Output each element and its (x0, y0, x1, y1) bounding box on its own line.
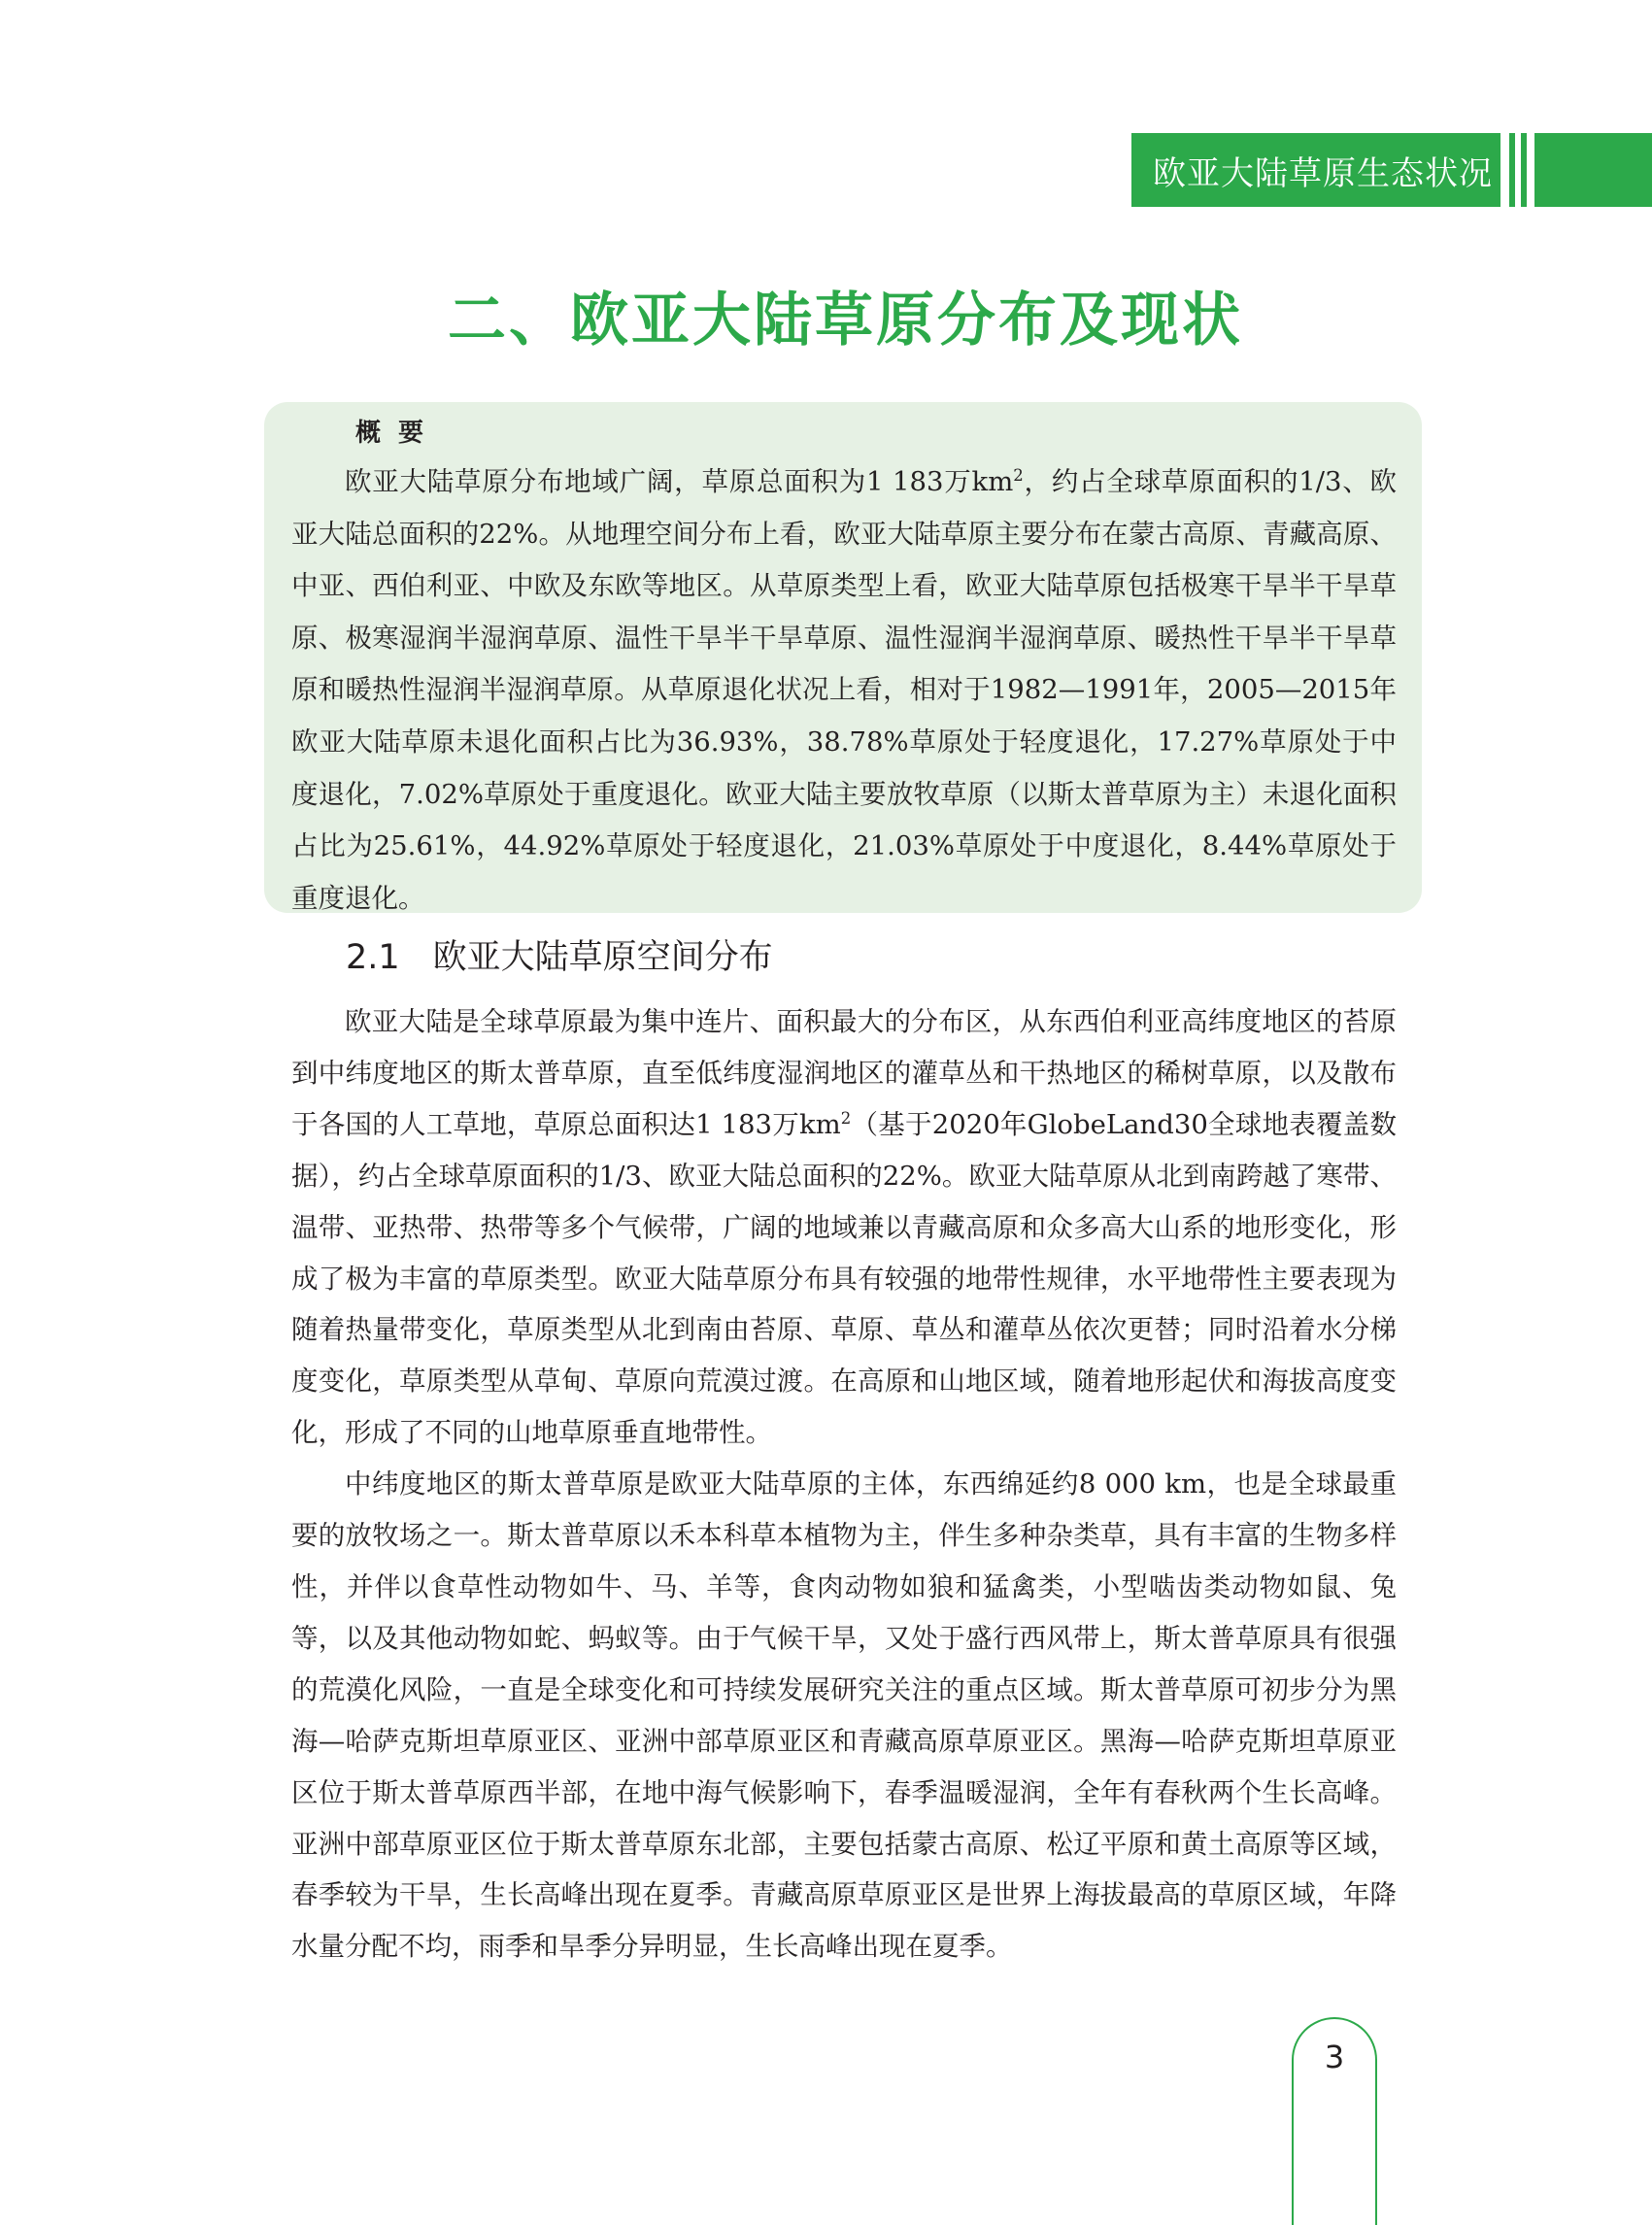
header-stripe (1521, 133, 1527, 207)
paragraph: 中纬度地区的斯太普草原是欧亚大陆草原的主体，东西绵延约8 000 km，也是全球最重要的放牧场之一。斯太普草原以禾本科草本植物为主，伴生多种杂类草，具有丰富的生物多样性，并伴以食草性动物如牛、马、羊等，食肉动物如狼和猛禽类，小型啮齿类动物如鼠、兔等，以及其他动物如蛇、蚂蚁等。由于气候干旱，又处于盛行西风带上，斯太普草原具有很强的荒漠化风险，一直是全球变化和可持续发展研究关注的重点区域。斯太普草原可初步分为黑海—哈萨克斯坦草原亚区、亚洲中部草原亚区和青藏高原草原亚区。黑海—哈萨克斯坦草原亚区位于斯太普草原西半部，在地中海气候影响下，春季温暖湿润，全年有春秋两个生长高峰。亚洲中部草原亚区位于斯太普草原东北部，主要包括蒙古高原、松辽平原和黄土高原等区域，春季较为干旱，生长高峰出现在夏季。青藏高原草原亚区是世界上海拔最高的草原区域，年降水量分配不均，雨季和旱季分异明显，生长高峰出现在夏季。 (291, 1468, 1397, 1963)
superscript: 2 (1013, 465, 1024, 485)
header-stripe-block (1534, 133, 1652, 207)
paragraph-text-part: 欧亚大陆是全球草原最为集中连片、面积最大的分布区，从东西伯利亚高纬度地区的苔原到中纬度地区的斯太普草原，直至低纬度湿润地区的灌草丛和干热地区的稀树草原，以及散布于各国的人工草地，草原总面积达1 183万km (291, 1006, 1397, 1140)
summary-label: 概要 (355, 419, 442, 448)
superscript: 2 (840, 1108, 852, 1128)
header-stripe (1509, 133, 1515, 207)
summary-text-part: ，约占全球草原面积的1/3、欧亚大陆总面积的22%。从地理空间分布上看，欧亚大陆草原主要分布在蒙古高原、青藏高原、中亚、西伯利亚、中欧及东欧等地区。从草原类型上看，欧亚大陆草原包括极寒干旱半干旱草原、极寒湿润半湿润草原、温性干旱半干旱草原、温性湿润半湿润草原、暖热性干旱半干旱草原和暖热性湿润半湿润草原。从草原退化状况上看，相对于1982—1991年，2005—2015年欧亚大陆草原未退化面积占比为36.93%，38.78%草原处于轻度退化，17.27%草原处于中度退化，7.02%草原处于重度退化。欧亚大陆主要放牧草原（以斯太普草原为主）未退化面积占比为25.61%，44.92%草原处于轻度退化，21.03%草原处于中度退化，8.44%草原处于重度退化。 (291, 466, 1397, 914)
page-number: 3 (1324, 2039, 1345, 2075)
chapter-title: 二、欧亚大陆草原分布及现状 (448, 287, 1243, 354)
paragraph-text-part: （基于2020年GlobeLand30全球地表覆盖数据），约占全球草原面积的1/3、欧亚大陆总面积的22%。欧亚大陆草原从北到南跨越了寒带、温带、亚热带、热带等多个气候带，广阔的地域兼以青藏高原和众多高大山系的地形变化，形成了极为丰富的草原类型。欧亚大陆草原分布具有较强的地带性规律，水平地带性主要表现为随着热量带变化，草原类型从北到南由苔原、草原、草丛和灌草丛依次更替；同时沿着水分梯度变化，草原类型从草甸、草原向荒漠过渡。在高原和山地区域，随着地形起伏和海拔高度变化，形成了不同的山地草原垂直地带性。 (291, 1108, 1397, 1449)
section-heading (346, 930, 773, 979)
section-title: 欧亚大陆草原空间分布 (432, 938, 773, 977)
summary-text-part: 欧亚大陆草原分布地域广阔，草原总面积为1 183万km (345, 466, 1014, 497)
summary-box (264, 402, 1422, 913)
paragraph (291, 996, 1397, 1459)
running-header-title: 欧亚大陆草原生态状况 (1131, 133, 1500, 207)
page-number-tab (1292, 2017, 1377, 2225)
summary-text (291, 456, 1397, 925)
body-text (291, 996, 1397, 1972)
section-number: 2.1 (346, 938, 400, 977)
